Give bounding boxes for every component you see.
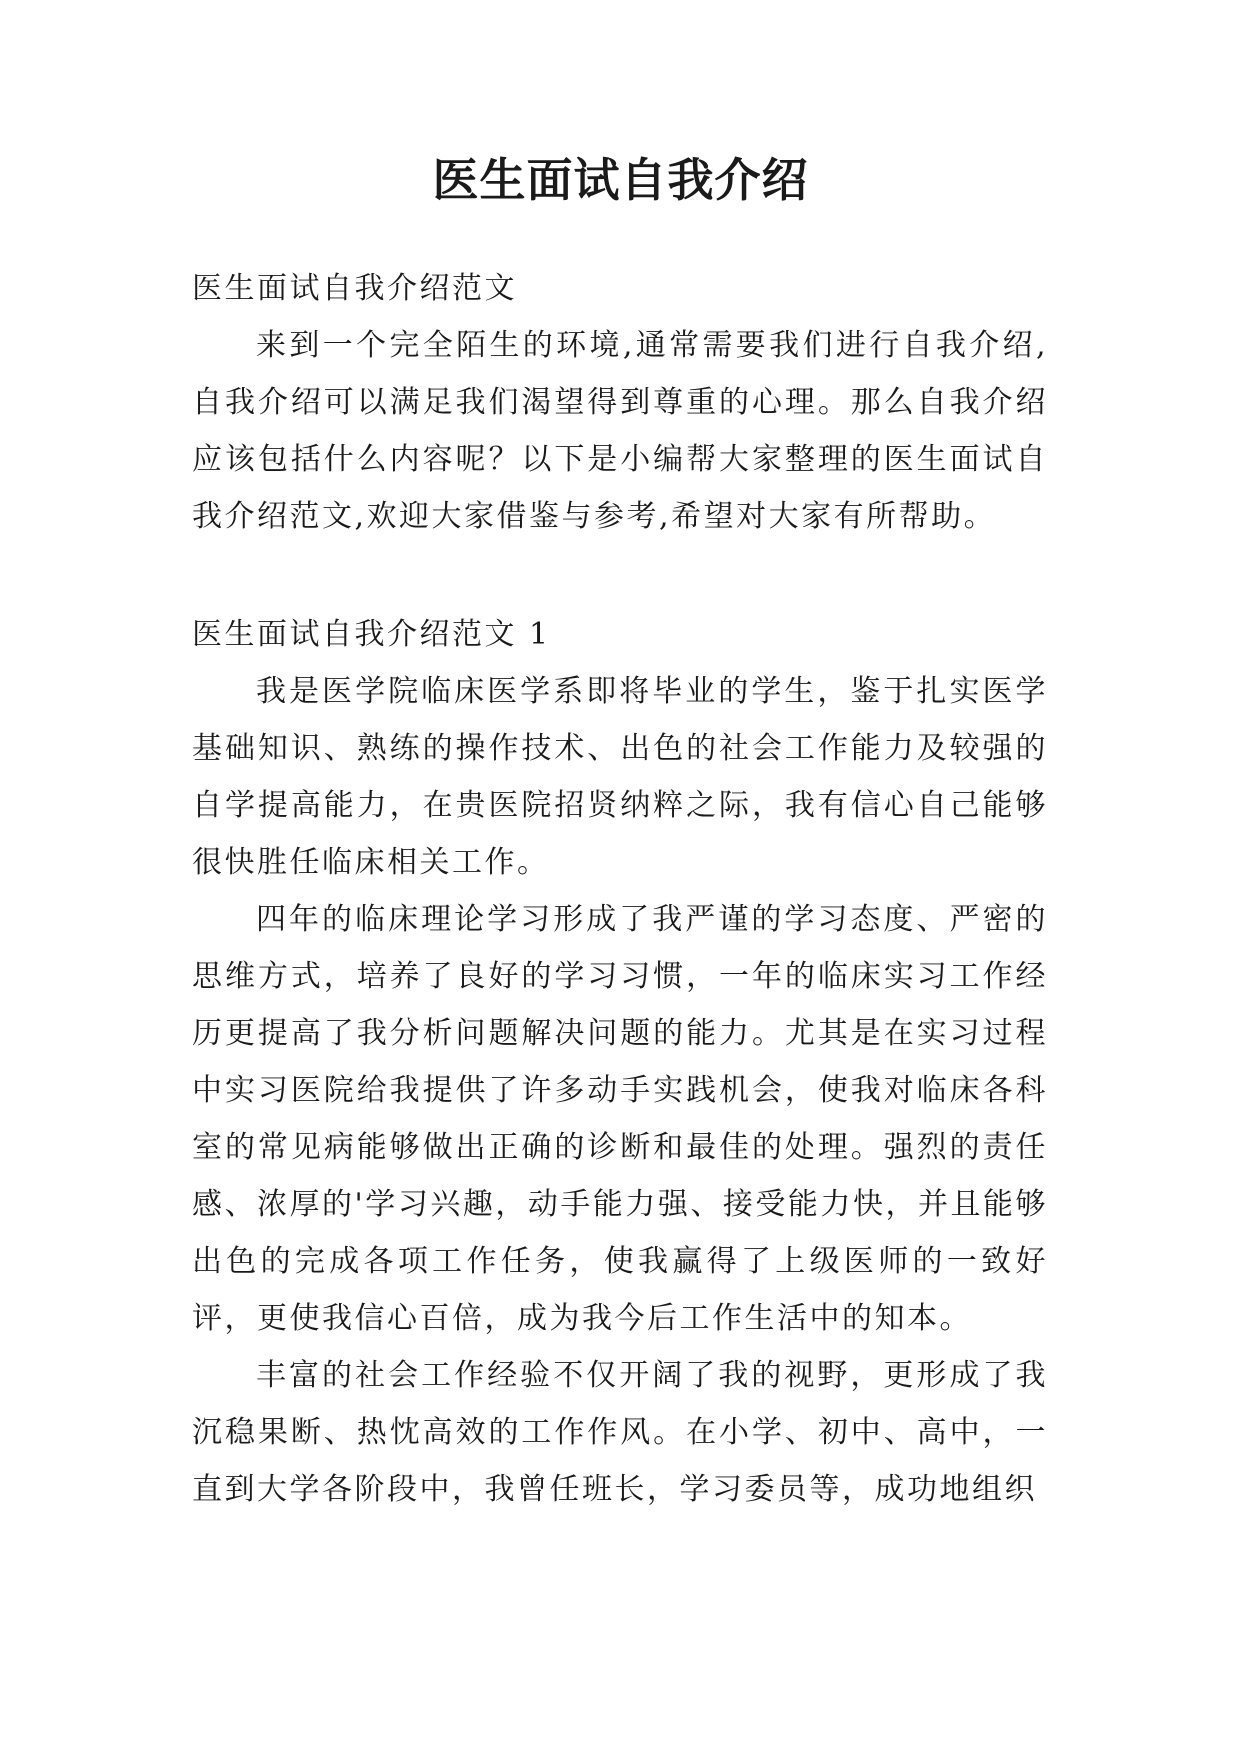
body-paragraph: 四年的临床理论学习形成了我严谨的学习态度、严密的思维方式，培养了良好的学习习惯，一年的临床实习工作经历更提高了我分析问题解决问题的能力。尤其是在实习过程中实习医院给我提供了许多动手实践机会，使我对临床各科室的常见病能够做出正确的诊断和最佳的处理。强烈的责任感、浓厚的'学习兴趣，动手能力强、接受能力快，并且能够出色的完成各项工作任务，使我赢得了上级医师的一致好评，更使我信心百倍，成为我今后工作生活中的知本。 bbox=[192, 902, 1048, 1336]
section-spacer bbox=[192, 545, 1048, 606]
intro-heading: 医生面试自我介绍范文 bbox=[192, 271, 517, 306]
section-heading: 医生面试自我介绍范文 1 bbox=[192, 617, 551, 652]
document-title: 医生面试自我介绍 bbox=[432, 153, 809, 207]
document-body bbox=[192, 260, 1048, 1518]
body-paragraph: 丰富的社会工作经验不仅开阔了我的视野，更形成了我沉稳果断、热忱高效的工作作风。在小学、初中、高中，一直到大学各阶段中，我曾任班长，学习委员等，成功地组织 bbox=[192, 1358, 1048, 1507]
body-paragraph: 我是医学院临床医学系即将毕业的学生，鉴于扎实医学基础知识、熟练的操作技术、出色的社会工作能力及较强的自学提高能力，在贵医院招贤纳粹之际，我有信心自己能够很快胜任临床相关工作。 bbox=[192, 674, 1048, 880]
intro-paragraph: 来到一个完全陌生的环境,通常需要我们进行自我介绍,自我介绍可以满足我们渴望得到尊重的心理。那么自我介绍应该包括什么内容呢？以下是小编帮大家整理的医生面试自我介绍范文,欢迎大家借鉴与参考,希望对大家有所帮助。 bbox=[192, 328, 1048, 534]
